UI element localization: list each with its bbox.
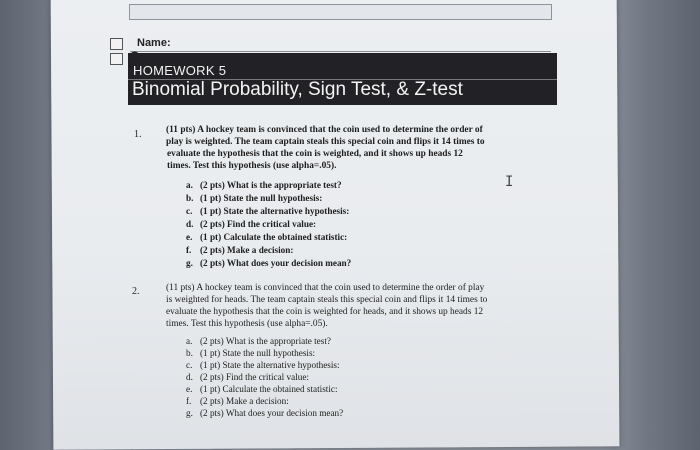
part-d: d. (2 pts) Find the critical value: <box>186 219 317 229</box>
part-a: a. (2 pts) What is the appropriate test? <box>186 336 331 346</box>
part-f: f. (2 pts) Make a decision: <box>186 245 294 255</box>
question-line: evaluate the hypothesis that the coin is weighted, and it shows up heads 12 <box>167 149 463 159</box>
homework-title: HOMEWORK 5 <box>133 63 227 78</box>
question-line: evaluate the hypothesis that the coin is weighted for heads, and it shows up heads 12 <box>166 307 484 317</box>
part-b: b. (1 pt) State the null hypothesis: <box>186 193 323 203</box>
question-line: (11 pts) A hockey team is convinced that the coin used to determine the order of <box>166 125 483 135</box>
checkbox-group <box>110 38 128 68</box>
question-number: 2. <box>132 286 140 297</box>
top-input-box <box>129 4 552 20</box>
name-label: Name: <box>137 37 171 49</box>
title-banner <box>128 53 557 105</box>
part-e: e. (1 pt) Calculate the obtained statistic: <box>186 384 338 394</box>
part-f: f. (2 pts) Make a decision: <box>186 396 289 406</box>
name-line <box>130 51 551 52</box>
checkbox <box>110 38 123 50</box>
part-b: b. (1 pt) State the null hypothesis: <box>186 348 316 358</box>
question-line: play is weighted. The team captain steals this special coin and flips it 14 times to <box>166 137 485 147</box>
question-line: is weighted for heads. The team captain steals this special coin and flips it 14 times to <box>166 295 488 305</box>
part-c: c. (1 pt) State the alternative hypothesis: <box>186 360 340 370</box>
part-g: g. (2 pts) What does your decision mean? <box>186 258 352 268</box>
part-e: e. (1 pt) Calculate the obtained statistic: <box>186 232 348 242</box>
part-d: d. (2 pts) Find the critical value: <box>186 372 309 382</box>
subject-title: Binomial Probability, Sign Test, & Z-test <box>132 79 463 100</box>
question-number: 1. <box>134 129 142 140</box>
question-line: times. Test this hypothesis (use alpha=.05). <box>166 319 328 329</box>
checkbox <box>110 53 123 65</box>
question-line: (11 pts) A hockey team is convinced that the coin used to determine the order of play <box>166 283 485 293</box>
text-cursor-icon: I <box>505 174 514 190</box>
part-c: c. (1 pt) State the alternative hypothesis: <box>186 206 350 216</box>
part-g: g. (2 pts) What does your decision mean? <box>186 408 344 418</box>
question-line: times. Test this hypothesis (use alpha=.05). <box>167 161 337 171</box>
part-a: a. (2 pts) What is the appropriate test? <box>186 180 342 190</box>
